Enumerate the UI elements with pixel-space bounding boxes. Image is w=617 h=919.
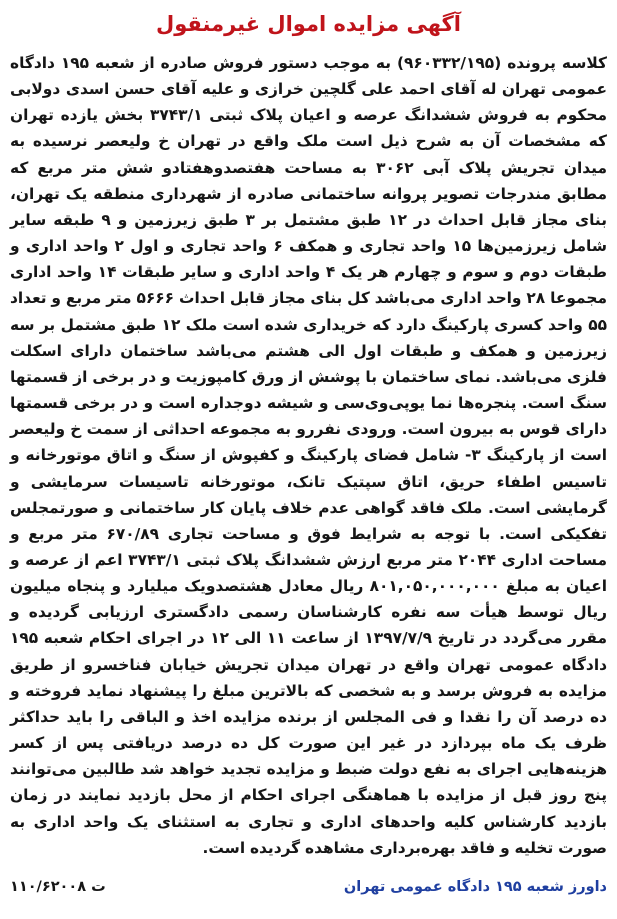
title-area [10,6,607,50]
notice-title: آگهی مزایده اموال غیرمنقول [156,12,461,36]
court-signature: داورز شعبه ۱۹۵ دادگاه عمومی تهران [343,879,607,895]
notice-body: کلاسه پرونده (۹۶۰۳۳۲/۱۹۵) به موجب دستور فروش صادره از شعبه ۱۹۵ دادگاه عمومی تهران له آقای احمد علی گلچین خرازی و علیه آقای حسن اسدی دولابی محکوم به فروش ششدانگ عرصه و اعیان پلاک ثبتی ۳۷۴۳/۱ بخش یازده تهران که مشخصات آن به شرح ذیل است ملک واقع در تهران خ ولیعصر نرسیده به میدان تجریش پلاک آبی ۳۰۶۲ به مساحت هفتصدوهفتادو شش متر مربع که مطابق مندرجات تصویر پروانه ساختمانی صادره از شهرداری منطقه یک تهران، بنای مجاز قابل احداث در ۱۲ طبق مشتمل بر ۳ طبق زیرزمین و ۹ طبقه سایر شامل زیرزمین‌ها ۱۵ واحد تجاری و همکف ۶ واحد تجاری و اول ۲ واحد اداری و طبقات دوم و سوم و چهارم هر یک ۴ واحد اداری و سایر طبقات ۱۴ واحد اداری مجموعا ۲۸ واحد اداری می‌باشد کل بنای مجاز قابل احداث ۵۶۶۶ متر مربع و تعداد ۵۵ واحد کسری پارکینگ دارد که خریداری شده است ملک ۱۲ طبق مشتمل بر سه زیرزمین و همکف و طبقات اول الی هشتم می‌باشد ساختمان دارای اسکلت فلزی می‌باشد. نمای ساختمان با پوشش از ورق کامپوزیت و در برخی از قسمتها سنگ است. پنجره‌ها نما یوپی‌وی‌سی و شیشه دوجداره است و در برخی قسمتها دارای قوس به بیرون است. ورودی نفررو به مجموعه احداثی از سمت خ ولیعصر است از پارکینگ ۳- شامل فضای پارکینگ و کفپوش از سنگ و اتاق موتورخانه و تاسیس اطفاء حریق، اتاق سپتیک تانک، موتورخانه تاسیسات سرمایشی و گرمایشی است. ملک فاقد گواهی عدم خلاف پایان کار ساختمانی و صورتمجلس تفکیکی است. با توجه به شرایط فوق و مساحت تجاری ۶۷۰/۸۹ متر مربع و مساحت اداری ۲۰۴۴ متر مربع ارزش ششدانگ پلاک ثبتی ۳۷۴۳/۱ اعم از عرصه و اعیان به مبلغ ۸۰۱,۰۵۰,۰۰۰,۰۰۰ ریال معادل هشتصدویک میلیارد و پنجاه میلیون ریال توسط هیأت سه نفره کارشناسان رسمی دادگستری ارزیابی گردیده و مقرر می‌گردد در تاریخ ۱۳۹۷/۷/۹ از ساعت ۱۱ الی ۱۲ در اجرای احکام شعبه ۱۹۵ دادگاه عمومی تهران واقع در تهران میدان تجریش خیابان فناخسرو از طریق مزایده به فروش برسد و به شخصی که بالاترین مبلغ را پیشنهاد نماید فروخته و ده درصد آن را نقدا و فی المجلس از برنده مزایده اخذ و الباقی را باید حداکثر ظرف یک ماه بپردازد در غیر این صورت کل ده درصد دریافتی پس از کسر هزینه‌هایی اجرای به نفع دولت ضبط و مزایده تجدید خواهد شد طالبین می‌توانند پنج روز قبل از مزایده با هماهنگی اجرای احکام از محل بازدید نمایند در زمان بازدید کارشناس کلیه واحدهای اداری و تجاری به استثنای یک واحد اداری به صورت تخلیه و فاقد بهره‌برداری مشاهده گردیده است. [10,54,608,857]
notice-footer [10,879,607,895]
notice-code: ۱۱۰/۶۲۰۰۸ ت [10,879,106,895]
